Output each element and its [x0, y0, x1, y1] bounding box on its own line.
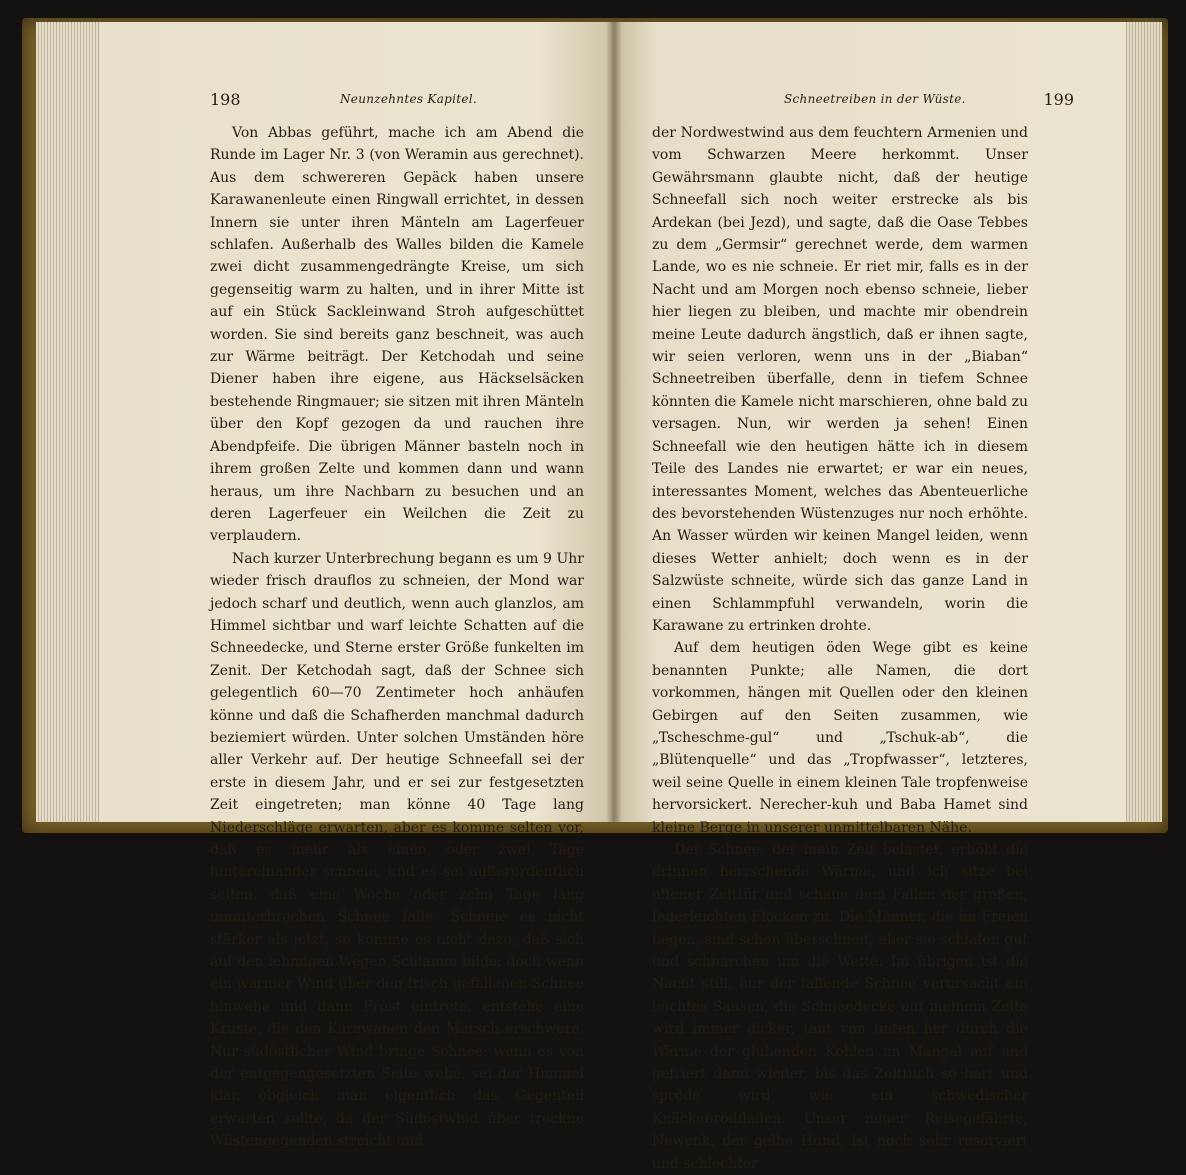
paragraph: Der Schnee, der mein Zelt belastet, erhöht die drinnen herrschende Wärme, und ich sitze bei offener Zelttür und schaue dem Fallen der großen, federleichten Flocken zu. Die Männer, die im Freien liegen, sind schon überschneit, aber sie schlafen gut und schnarchen um die Wette. Im übrigen ist die Nacht still, nur der fallende Schnee verursacht ein leichtes Sausen, die Schneedecke auf meinem Zelte wird immer dicker, taut von unten her durch die Wärme der glühenden Kohlen im Mangal auf und gefriert dann wieder, bis das Zelttuch so hart und spröde wird wie ein schwedischer Knäckebrödfladen. Unser neuer Reisegefährte, Newenk, der gelbe Hund, ist noch sehr reserviert und schlechter [652, 842, 1028, 1172]
right-page-text [652, 122, 1028, 1175]
paragraph: der Nordwestwind aus dem feuchtern Armenien und vom Schwarzen Meere herkommt. Unser Gewährsmann glaubte nicht, daß der heutige Schneefall sich noch weiter erstrecke als bis Ardekan (bei Jezd), und sagte, daß die Oase Tebbes zu dem „Germsir“ gerechnet werde, dem warmen Lande, wo es nie schneie. Er riet mir, falls es in der Nacht und am Morgen noch ebenso schneie, lieber hier liegen zu bleiben, und machte mir obendrein meine Leute dadurch ängstlich, daß er ihnen sagte, wir seien verloren, wenn uns in der „Biaban“ Schneetreiben überfalle, denn in tiefem Schnee könnten die Kamele nicht marschieren, ohne bald zu versagen. Nun, wir werden ja sehen! Einen Schneefall wie den heutigen hätte ich in diesem Teile des Landes nie erwartet; er war ein neues, interessantes Moment, welches das Abenteuerliche des bevorstehenden Wüstenzuges nur noch erhöhte. An Wasser würden wir keinen Mangel leiden, wenn dieses Wetter anhielt; doch wenn es in der Salzwüste schneite, würde sich das ganze Land in einen Schlammpfuhl verwandeln, worin die Karawane zu ertrinken drohte. [652, 125, 1028, 634]
left-page-text [210, 122, 584, 1153]
page-edges-right [1126, 22, 1162, 822]
right-page-number: 199 [1043, 90, 1074, 109]
right-running-head: Schneetreiben in der Wüste. [784, 92, 966, 106]
left-page-number: 198 [210, 90, 241, 109]
book-gutter [606, 22, 622, 822]
paragraph: Von Abbas geführt, mache ich am Abend die Runde im Lager Nr. 3 (von Weramin aus gerechnet). Aus dem schwereren Gepäck haben unsere Karawanenleute einen Ringwall errichtet, in dessen Innern sie unter ihren Mänteln am Lagerfeuer schlafen. Außerhalb des Walles bilden die Kamele zwei dicht zusammengedrängte Kreise, um sich gegenseitig warm zu halten, und in ihrer Mitte ist auf ein Stück Sackleinwand Stroh aufgeschüttet worden. Sie sind bereits ganz beschneit, was auch zur Wärme beiträgt. Der Ketchodah und seine Diener haben ihre eigene, aus Häckselsäcken bestehende Ringmauer; sie sitzen mit ihren Mänteln über den Kopf gezogen da und rauchen ihre Abendpfeife. Die übrigen Männer basteln noch in ihrem großen Zelte und kommen dann und wann heraus, um ihre Nachbarn zu besuchen und an deren Lagerfeuer ein Weilchen die Zeit zu verplaudern. [210, 125, 584, 545]
left-page-header [210, 90, 610, 114]
right-page [614, 22, 1126, 1172]
left-page [100, 22, 614, 1150]
left-running-head: Neunzehntes Kapitel. [340, 92, 478, 106]
paragraph: Auf dem heutigen öden Wege gibt es keine benannten Punkte; alle Namen, die dort vorkommen, hängen mit Quellen oder den kleinen Gebirgen auf den Seiten zusammen, wie „Tscheschme-gul“ und „Tschuk-ab“, die „Blütenquelle“ und das „Tropfwasser“, letzteres, weil seine Quelle in einem kleinen Tale tropfenweise hervorsickert. Nerecher-kuh und Baba Hamet sind kleine Berge in unserer unmittelbaren Nähe. [652, 640, 1028, 836]
paragraph: Nach kurzer Unterbrechung begann es um 9 Uhr wieder frisch drauflos zu schneien, der Mond war jedoch scharf und deutlich, wenn auch glanzlos, am Himmel sichtbar und warf leichte Schatten auf die Schneedecke, und Sterne erster Größe funkelten im Zenit. Der Ketchodah sagt, daß der Schnee sich gelegentlich 60—70 Zentimeter hoch anhäufen könne und daß die Schafherden manchmal dadurch beziemiert würden. Unter solchen Umständen höre aller Verkehr auf. Der heutige Schneefall sei der erste in diesem Jahr, und er sei zur festgesetzten Zeit eingetreten; man könne 40 Tage lang Niederschläge erwarten, aber es komme selten vor, daß es mehr als einen oder zwei Tage hintereinander schneie, und es sei außerordentlich selten, daß eine Woche oder zehn Tage lang ununterbrochen Schnee falle. Schneie es nicht stärker als jetzt, so komme es nicht dazu, daß sich auf den lehmigen Wegen Schlamm bilde; doch wenn ein warmer Wind über den frisch gefallenen Schnee hinwehe und dann Frost eintrete, entstehe eine Kruste, die den Karawanen den Marsch erschwere. Nur südöstlicher Wind bringe Schnee; wenn es von der entgegengesetzten Seite wehe, sei der Himmel klar, obgleich man eigentlich das Gegenteil erwarten sollte, da der Südostwind über trockne Wüstengegenden streicht und [210, 550, 584, 1150]
page-edges-left [36, 22, 106, 822]
right-page-header [654, 90, 1074, 114]
